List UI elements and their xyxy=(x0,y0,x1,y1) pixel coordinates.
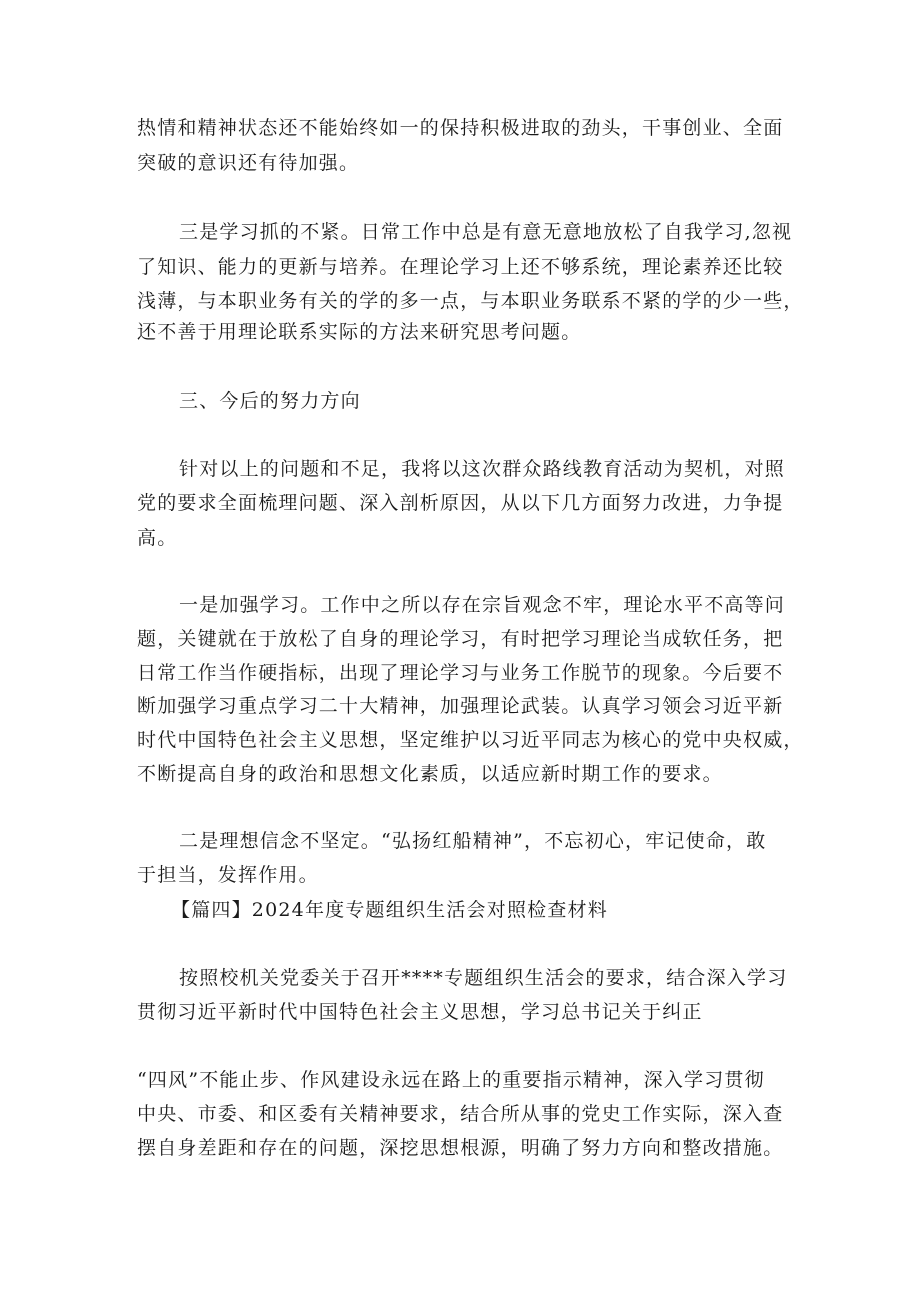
paragraph-1-line-2: 突破的意识还有待加强。 xyxy=(137,152,360,174)
paragraph-5-line-3: 日常工作当作硬指标，出现了理论学习与业务工作脱节的现象。今后要不 xyxy=(137,662,784,684)
paragraph-8-line-2: 中央、市委、和区委有关精神要求，结合所从事的党史工作实际，深入查 xyxy=(137,1103,784,1125)
paragraph-1-line-1: 热情和精神状态还不能始终如一的保持积极进取的劲头，干事创业、全面 xyxy=(137,117,784,139)
paragraph-4-line-3: 高。 xyxy=(137,527,178,549)
paragraph-2-line-4: 还不善于用理论联系实际的方法来研究思考问题。 xyxy=(137,321,582,343)
paragraph-2-line-3: 浅薄，与本职业务有关的学的多一点，与本职业务联系不紧的学的少一些， xyxy=(137,290,804,312)
paragraph-6-line-1: 二是理想信念不坚定。“弘扬红船精神”，不忘初心，牢记使命，敢 xyxy=(179,830,767,852)
paragraph-4-line-2: 党的要求全面梳理问题、深入剖析原因，从以下几方面努力改进，力争提 xyxy=(137,492,784,514)
section-title: 【篇四】2024年度专题组织生活会对照检查材料 xyxy=(171,899,608,921)
paragraph-4-line-1: 针对以上的问题和不足，我将以这次群众路线教育活动为契机，对照 xyxy=(179,458,786,480)
paragraph-8-line-3: 摆自身差距和存在的问题，深挖思想根源，明确了努力方向和整改措施。 xyxy=(137,1137,784,1159)
paragraph-5-line-5: 时代中国特色社会主义思想，坚定维护以习近平同志为核心的党中央权威， xyxy=(137,729,804,751)
paragraph-5-line-2: 题，关键就在于放松了自身的理论学习，有时把学习理论当成软任务，把 xyxy=(137,628,784,650)
paragraph-5-line-6: 不断提高自身的政治和思想文化素质，以适应新时期工作的要求。 xyxy=(137,763,723,785)
paragraph-8-line-1: “四风”不能止步、作风建设永远在路上的重要指示精神，深入学习贯彻 xyxy=(137,1069,765,1091)
paragraph-7-line-2: 贯彻习近平新时代中国特色社会主义思想，学习总书记关于纠正 xyxy=(137,1001,703,1023)
paragraph-2-line-2: 了知识、能力的更新与培养。在理论学习上还不够系统，理论素养还比较 xyxy=(137,256,784,278)
paragraph-7-line-1: 按照校机关党委关于召开****专题组织生活会的要求，结合深入学习 xyxy=(179,967,788,989)
paragraph-2-line-1: 三是学习抓的不紧。日常工作中总是有意无意地放松了自我学习,忽视 xyxy=(179,221,793,243)
paragraph-5-line-4: 断加强学习重点学习二十大精神，加强理论武装。认真学习领会习近平新 xyxy=(137,695,784,717)
section-heading: 三、今后的努力方向 xyxy=(179,390,361,412)
paragraph-5-line-1: 一是加强学习。工作中之所以存在宗旨观念不牢，理论水平不高等问 xyxy=(179,594,786,616)
paragraph-6-line-2: 于担当，发挥作用。 xyxy=(137,864,319,886)
